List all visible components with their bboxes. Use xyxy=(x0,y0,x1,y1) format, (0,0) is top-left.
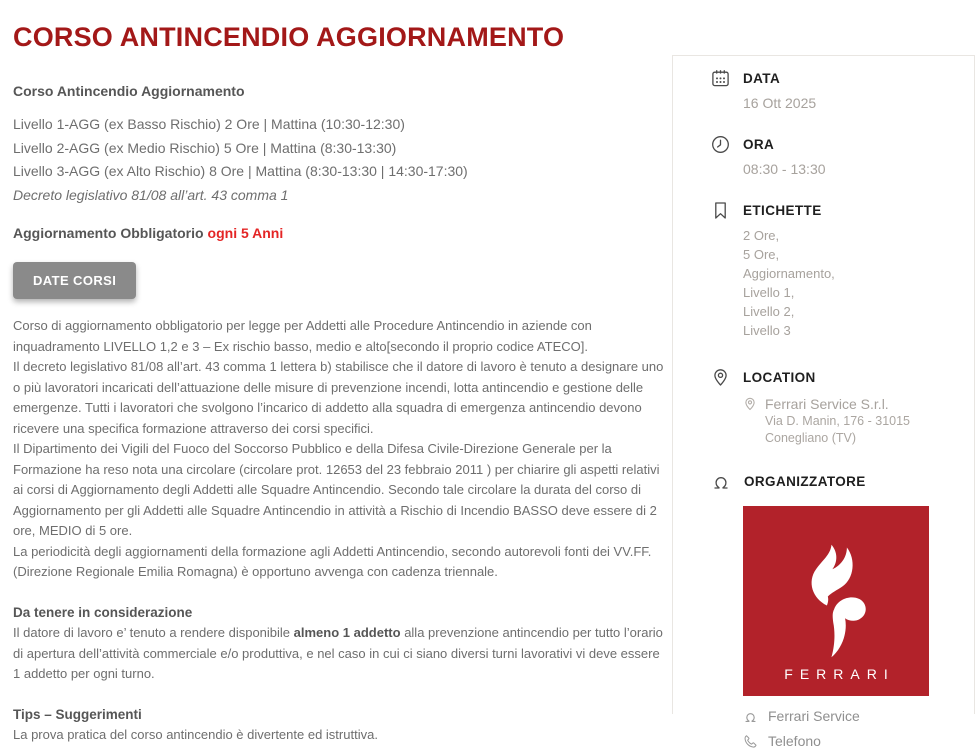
event-date: 16 Ott 2025 xyxy=(743,95,817,111)
calendar-icon xyxy=(711,69,730,88)
phone-icon xyxy=(743,734,758,749)
venue-address-line2: Conegliano (TV) xyxy=(765,430,857,445)
small-map-pin-icon xyxy=(743,397,757,411)
organizer-name-row xyxy=(743,708,956,724)
organizer-logo-text: FERRARI xyxy=(784,666,895,682)
sidebar-section-location xyxy=(711,368,956,446)
mandatory-update-line xyxy=(13,223,665,243)
text-line: Livello 1-AGG (ex Basso Rischio) 2 Ore | Mattina (10:30-12:30) xyxy=(13,116,405,132)
text-line: 5 Ore, xyxy=(743,247,780,262)
flame-icon xyxy=(788,542,884,660)
tips-heading: Tips – Suggerimenti xyxy=(13,706,142,722)
text-line: Aggiornamento, xyxy=(743,266,835,281)
consideration-bold: almeno 1 addetto xyxy=(293,625,401,640)
sidebar-section-etichette xyxy=(711,201,956,340)
course-levels xyxy=(13,113,665,184)
event-time: 08:30 - 13:30 xyxy=(743,161,826,177)
map-pin-icon xyxy=(711,368,730,387)
consideration-paragraph xyxy=(13,623,665,685)
text-line: Livello 3 xyxy=(743,323,791,338)
location-label: LOCATION xyxy=(743,370,816,385)
text-line: Livello 3-AGG (ex Alto Rischio) 8 Ore | Mattina (8:30-13:30 | 14:30-17:30) xyxy=(13,163,468,179)
consideration-text: Il datore di lavoro e’ tenuto a rendere disponibile xyxy=(13,625,294,640)
organizer-phone-label: Telefono xyxy=(768,733,821,749)
ora-label: ORA xyxy=(743,137,775,152)
sidebar-section-ora xyxy=(711,135,956,177)
data-header xyxy=(711,69,956,88)
event-details-sidebar xyxy=(672,55,975,749)
decree-note: Decreto legislativo 81/08 all’art. 43 comma 1 xyxy=(13,186,289,203)
mandatory-label: Aggiornamento Obbligatorio xyxy=(13,225,204,241)
data-label: DATA xyxy=(743,71,781,86)
location-header xyxy=(711,368,956,387)
mandatory-highlight: ogni 5 Anni xyxy=(207,225,284,241)
paragraph: Il Dipartimento dei Vigili del Fuoco del Soccorso Pubblico e della Difesa Civile-Direzione Generale per la Formazione ha reso nota una circolare (circolare prot. 12653 del 23 febbraio 2011 ) per chiarire gli aspetti relativi ai corsi di Aggiornamento degli Addetti alle Squadre Antincendio. Secondo tale circolare la durata del corso di Aggiornamento per gli Addetti alle Squadre Antincendio in attività a Rischio di Incendio BASSO deve essere di 2 ore, MEDIO di 5 ore. xyxy=(13,441,660,538)
organizer-phone-row xyxy=(743,733,956,749)
text-line: Livello 1, xyxy=(743,285,795,300)
text-line: Livello 2-AGG (ex Medio Rischio) 5 Ore | Mattina (8:30-13:30) xyxy=(13,139,397,156)
etichette-header xyxy=(711,201,956,220)
event-tags xyxy=(743,226,956,340)
venue-text xyxy=(765,396,910,446)
date-corsi-button[interactable]: DATE CORSI xyxy=(13,262,136,299)
page-title: CORSO ANTINCENDIO AGGIORNAMENTO xyxy=(13,22,565,52)
consideration-text: alla prevenzione antincendio per tutto l’orario di apertura dell’attività commerciale e/o produttiva, e nel caso in cui ci siano diversi turni lavorativi vi deve essere 1 addetto per ogni turno. xyxy=(13,625,663,681)
small-person-icon xyxy=(743,709,758,724)
tips-paragraph: La prova pratica del corso antincendio è divertente ed istruttiva. xyxy=(13,727,378,742)
paragraph: Il decreto legislativo 81/08 all’art. 43 comma 1 lettera b) stabilisce che il datore di lavoro è tenuto a designare uno o più lavoratori incaricati dell’attuazione delle misure di prevenzione incendi, lotta antincendio e gestione delle emergenze. Tutti i lavoratori che svolgono l’incarico di addetto alla squadra di emergenza antincendio devono ricevere una specifica formazione attraverso dei corsi specifici. xyxy=(13,359,664,436)
sidebar-section-organizzatore xyxy=(711,472,956,749)
ora-header xyxy=(711,135,956,154)
organizzatore-header xyxy=(711,472,956,491)
organizer-name: Ferrari Service xyxy=(768,708,860,724)
person-icon xyxy=(711,472,731,491)
main-content xyxy=(13,0,665,746)
paragraph: La periodicità degli aggiornamenti della formazione agli Addetti Antincendio, secondo autorevoli fonti dei VV.FF. (Direzione Regionale Emilia Romagna) è opportuno avvenga con cadenza triennale. xyxy=(13,543,652,579)
etichette-label: ETICHETTE xyxy=(743,203,822,218)
text-line: 2 Ore, xyxy=(743,228,780,243)
venue-block xyxy=(743,396,956,446)
text-line: Livello 2, xyxy=(743,304,795,319)
paragraph: Corso di aggiornamento obbligatorio per legge per Addetti alle Procedure Antincendio in aziende con inquadramento LIVELLO 1,2 e 3 – Ex rischio basso, medio e alto[secondo il proprio codice ATECO]. xyxy=(13,318,592,354)
venue-address-line1: Via D. Manin, 176 - 31015 xyxy=(765,414,911,428)
venue-name: Ferrari Service S.r.l. xyxy=(765,396,889,412)
clock-icon xyxy=(711,135,730,154)
organizzatore-label: ORGANIZZATORE xyxy=(744,474,866,489)
course-description xyxy=(13,316,665,583)
consideration-heading: Da tenere in considerazione xyxy=(13,604,193,620)
course-subtitle: Corso Antincendio Aggiornamento xyxy=(13,83,245,99)
organizer-logo xyxy=(743,506,929,696)
bookmark-icon xyxy=(711,201,730,220)
sidebar-section-data xyxy=(711,69,956,111)
